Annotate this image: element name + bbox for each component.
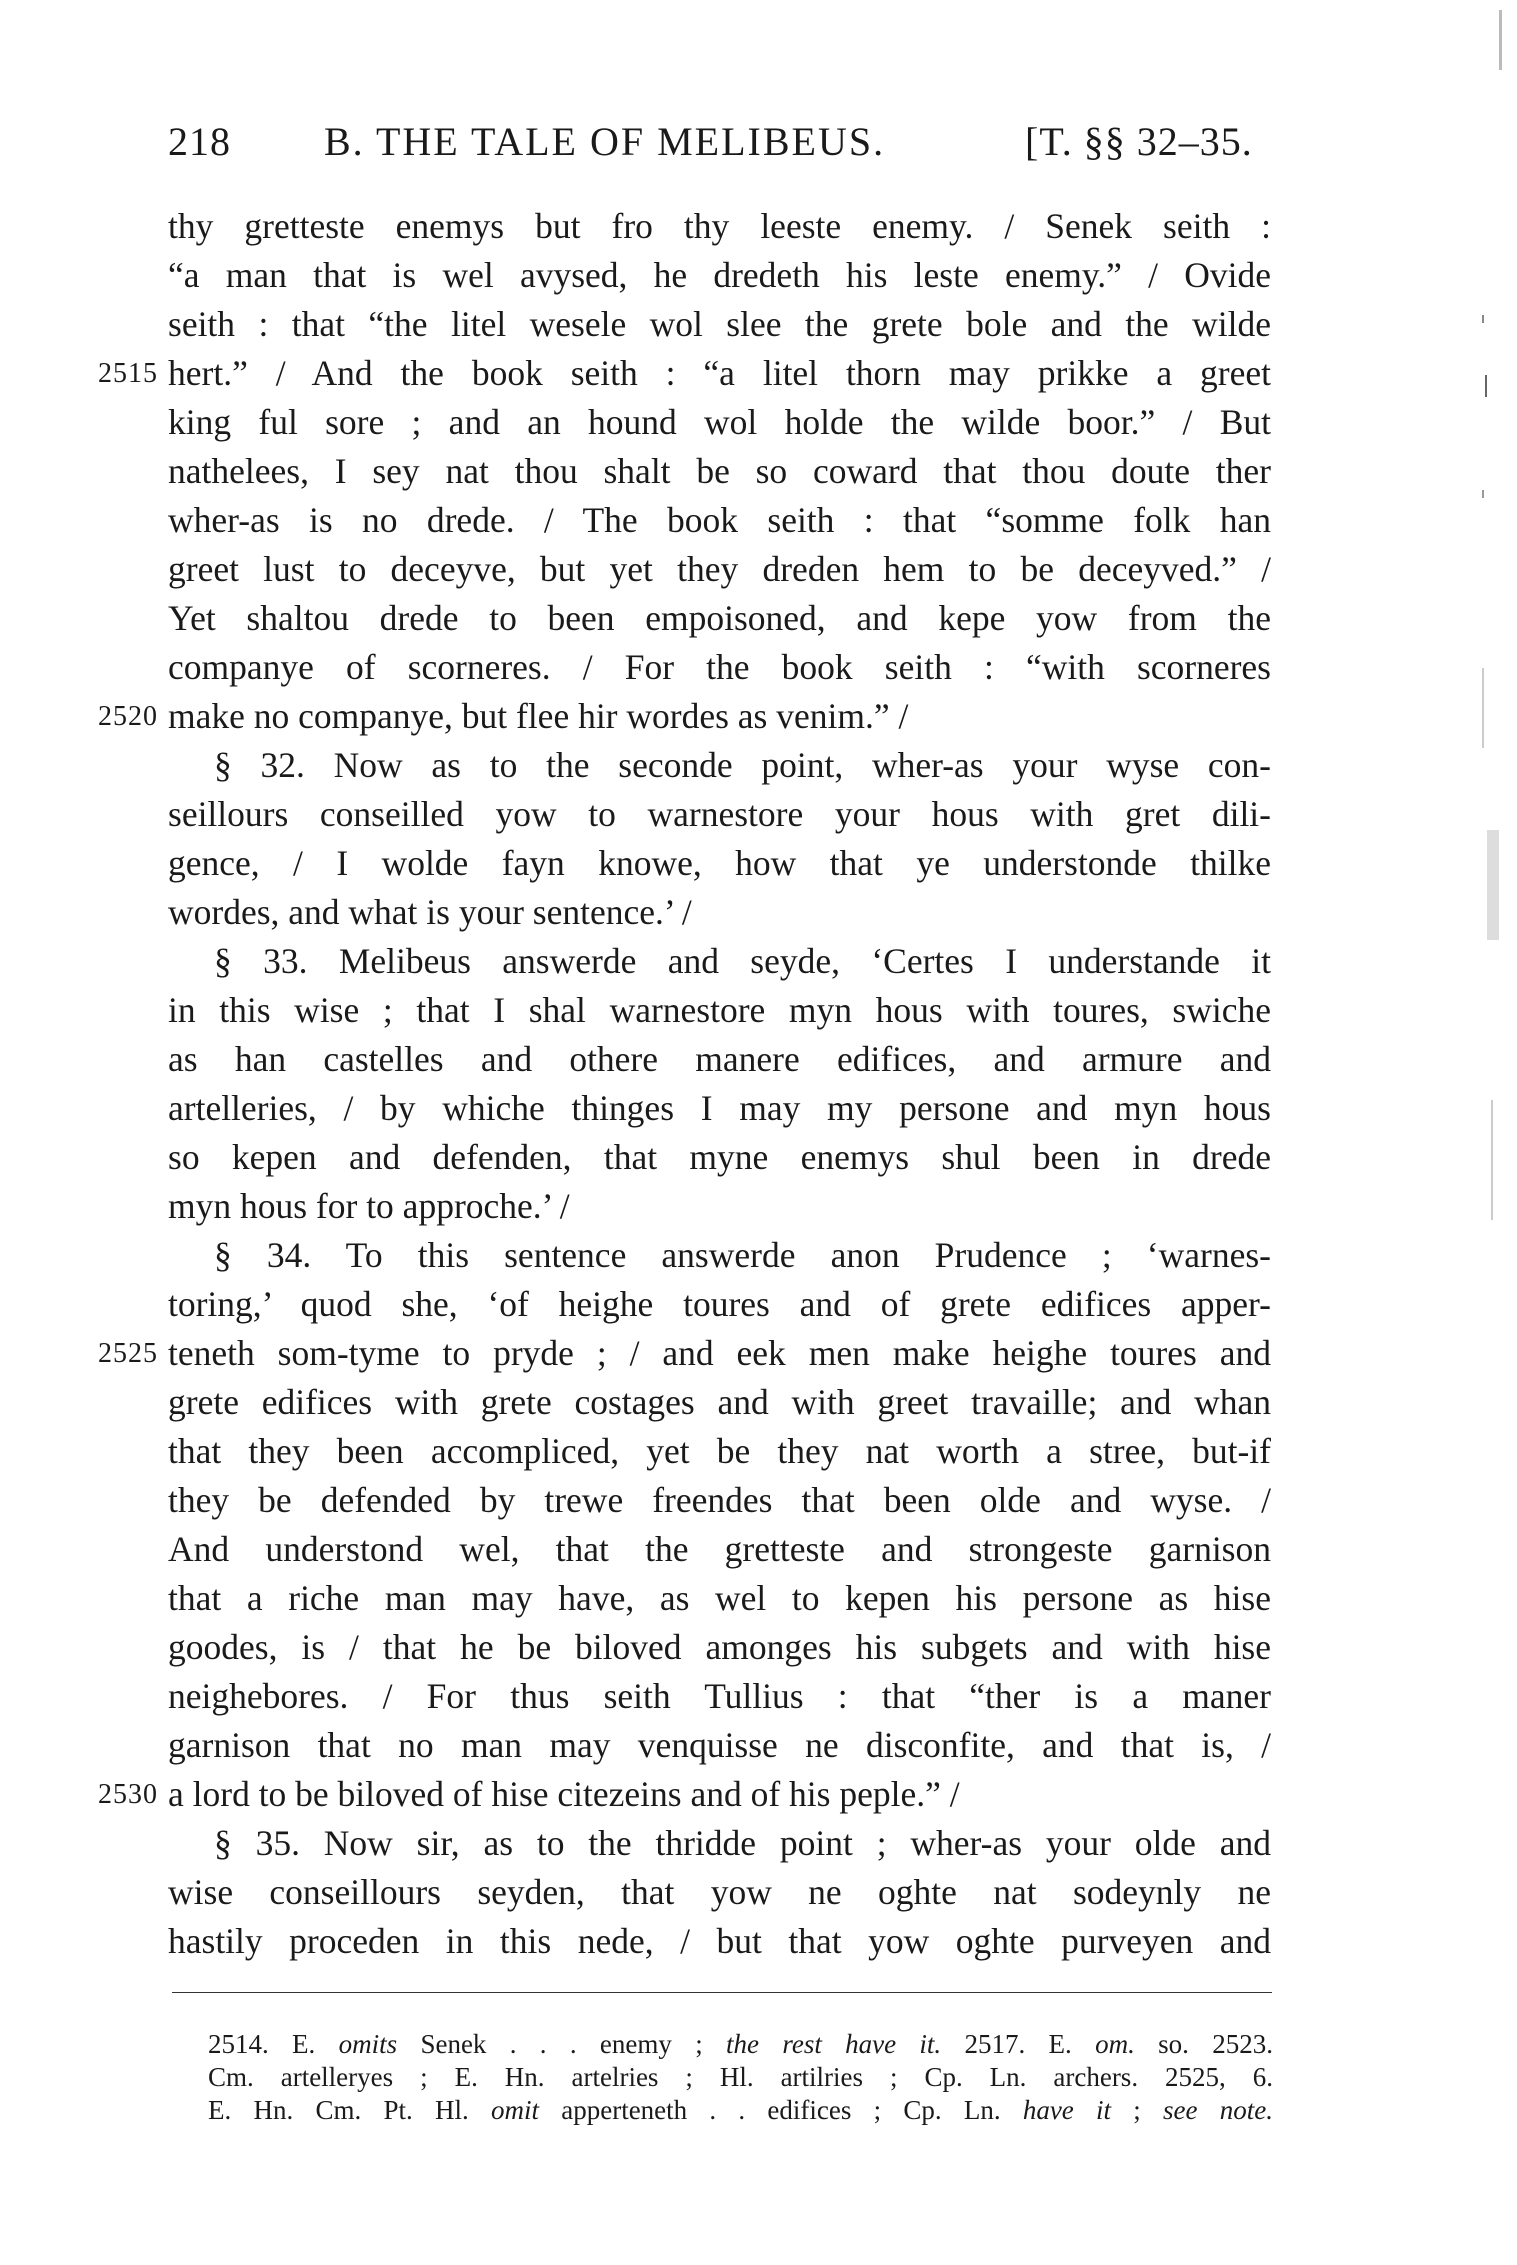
- footnote-line: [208, 2061, 1273, 2094]
- footnote-italic-text: have it: [1022, 2095, 1112, 2125]
- text-line: [168, 1476, 1271, 1525]
- footnote-italic-text: om.: [1095, 2029, 1135, 2059]
- text-line: [168, 937, 1271, 986]
- line-number: 2525: [98, 1338, 158, 1369]
- footnote-text: Cm. artelleryes ; E. Hn. artelries ; Hl. artilries ; Cp. Ln. archers. 2525, 6.: [208, 2062, 1273, 2092]
- footnote-rule: [172, 1992, 1272, 1993]
- text-line: [168, 1133, 1271, 1182]
- line-text: artelleries, / by whiche thinges I may my persone and myn hous: [168, 1088, 1271, 1128]
- text-line: [168, 1231, 1271, 1280]
- text-line: [98, 692, 1271, 741]
- running-head: [168, 118, 1273, 168]
- footnote-italic-text: the rest have it.: [726, 2029, 942, 2059]
- line-text: thy gretteste enemys but fro thy leeste enemy. / Senek seith :: [168, 206, 1271, 246]
- text-line: [168, 1525, 1271, 1574]
- line-text: And understond wel, that the gretteste and strongeste garnison: [168, 1529, 1271, 1569]
- line-number: 2530: [98, 1779, 158, 1810]
- text-line: [168, 1378, 1271, 1427]
- section-reference: [T. §§ 32–35.: [1025, 119, 1253, 164]
- page-number: 218: [168, 119, 231, 164]
- line-text: as han castelles and othere manere edifices, and armure and: [168, 1039, 1271, 1079]
- line-text: § 32. Now as to the seconde point, wher-as your wyse con-: [214, 745, 1271, 785]
- line-text: king ful sore ; and an hound wol holde the wilde boor.” / But: [168, 402, 1271, 442]
- line-text: companye of scorneres. / For the book seith : “with scorneres: [168, 647, 1271, 687]
- line-text: § 33. Melibeus answerde and seyde, ‘Certes I understande it: [214, 941, 1271, 981]
- text-line: [168, 1280, 1271, 1329]
- footnotes: [208, 2028, 1273, 2127]
- line-text: seith : that “the litel wesele wol slee the grete bole and the wilde: [168, 304, 1271, 344]
- text-line: [168, 447, 1271, 496]
- line-text: § 34. To this sentence answerde anon Prudence ; ‘warnes-: [214, 1235, 1271, 1275]
- footnote-text: E. Hn. Cm. Pt. Hl.: [208, 2095, 491, 2125]
- text-line: [168, 986, 1271, 1035]
- text-line: [168, 839, 1271, 888]
- text-line: [168, 1721, 1271, 1770]
- text-line: [168, 1182, 1271, 1231]
- line-text: myn hous for to approche.’ /: [168, 1186, 570, 1226]
- text-line: [168, 202, 1271, 251]
- footnote-italic-text: omits: [338, 2029, 398, 2059]
- text-line: [168, 1819, 1271, 1868]
- footnote-text: Senek . . . enemy ;: [397, 2029, 727, 2059]
- line-text: they be defended by trewe freendes that been olde and wyse. /: [168, 1480, 1271, 1520]
- text-line: [98, 349, 1271, 398]
- footnote-text: ;: [1111, 2095, 1164, 2125]
- text-line: [168, 300, 1271, 349]
- text-line: [168, 594, 1271, 643]
- line-text: teneth som-tyme to pryde ; / and eek men make heighe toures and: [168, 1333, 1271, 1373]
- footnote-text: so. 2523.: [1134, 2029, 1273, 2059]
- footnote-line: [208, 2028, 1273, 2061]
- text-line: [168, 398, 1271, 447]
- line-text: hastily proceden in this nede, / but that yow oghte purveyen and: [168, 1921, 1271, 1961]
- text-line: [168, 1917, 1271, 1966]
- line-text: that they been accompliced, yet be they nat worth a stree, but-if: [168, 1431, 1271, 1471]
- line-text: garnison that no man may venquisse ne disconfite, and that is, /: [168, 1725, 1271, 1765]
- line-text: in this wise ; that I shal warnestore myn hous with toures, swiche: [168, 990, 1271, 1030]
- line-number: 2515: [98, 358, 158, 389]
- line-number: 2520: [98, 701, 158, 732]
- line-text: a lord to be biloved of hise citezeins and of his peple.” /: [168, 1774, 960, 1814]
- line-text: toring,’ quod she, ‘of heighe toures and of grete edifices apper-: [168, 1284, 1271, 1324]
- line-text: neighebores. / For thus seith Tullius : that “ther is a maner: [168, 1676, 1271, 1716]
- line-text: gence, / I wolde fayn knowe, how that ye understonde thilke: [168, 843, 1271, 883]
- line-text: seillours conseilled yow to warnestore your hous with gret dili-: [168, 794, 1271, 834]
- text-line: [168, 1574, 1271, 1623]
- text-line: [98, 1329, 1271, 1378]
- footnote-text: 2517. E.: [941, 2029, 1096, 2059]
- text-line: [168, 496, 1271, 545]
- text-line: [168, 790, 1271, 839]
- line-text: nathelees, I sey nat thou shalt be so coward that thou doute ther: [168, 451, 1271, 491]
- line-text: that a riche man may have, as wel to kepen his persone as hise: [168, 1578, 1271, 1618]
- line-text: so kepen and defenden, that myne enemys shul been in drede: [168, 1137, 1271, 1177]
- line-text: Yet shaltou drede to been empoisoned, and kepe yow from the: [168, 598, 1271, 638]
- line-text: wise conseillours seyden, that yow ne oghte nat sodeynly ne: [168, 1872, 1271, 1912]
- line-text: § 35. Now sir, as to the thridde point ; wher-as your olde and: [214, 1823, 1271, 1863]
- text-line: [168, 643, 1271, 692]
- footnote-text: 2514. E.: [208, 2029, 339, 2059]
- text-line: [168, 1084, 1271, 1133]
- text-line: [168, 1868, 1271, 1917]
- footnote-italic-text: see note.: [1163, 2095, 1273, 2125]
- footnote-line: [208, 2094, 1273, 2127]
- text-line: [168, 888, 1271, 937]
- line-text: goodes, is / that he be biloved amonges his subgets and with hise: [168, 1627, 1271, 1667]
- text-line: [168, 1427, 1271, 1476]
- line-text: make no companye, but flee hir wordes as venim.” /: [168, 696, 909, 736]
- text-line: [168, 1623, 1271, 1672]
- text-line: [168, 545, 1271, 594]
- page-edge-marks: [1477, 0, 1517, 2265]
- line-text: greet lust to deceyve, but yet they dreden hem to be deceyved.” /: [168, 549, 1271, 589]
- footnote-italic-text: omit: [490, 2095, 539, 2125]
- line-text: hert.” / And the book seith : “a litel thorn may prikke a greet: [168, 353, 1271, 393]
- text-line: [168, 1035, 1271, 1084]
- text-line: [168, 251, 1271, 300]
- line-text: grete edifices with grete costages and with greet travaille; and whan: [168, 1382, 1271, 1422]
- chapter-title: B. THE TALE OF MELIBEUS.: [324, 119, 886, 164]
- footnote-text: apperteneth . . edifices ; Cp. Ln.: [539, 2095, 1023, 2125]
- text-line: [98, 1770, 1271, 1819]
- text-line: [168, 741, 1271, 790]
- text-line: [168, 1672, 1271, 1721]
- body-text: [98, 202, 1271, 1966]
- line-text: wordes, and what is your sentence.’ /: [168, 892, 692, 932]
- line-text: “a man that is wel avysed, he dredeth his leste enemy.” / Ovide: [168, 255, 1271, 295]
- line-text: wher-as is no drede. / The book seith : that “somme folk han: [168, 500, 1271, 540]
